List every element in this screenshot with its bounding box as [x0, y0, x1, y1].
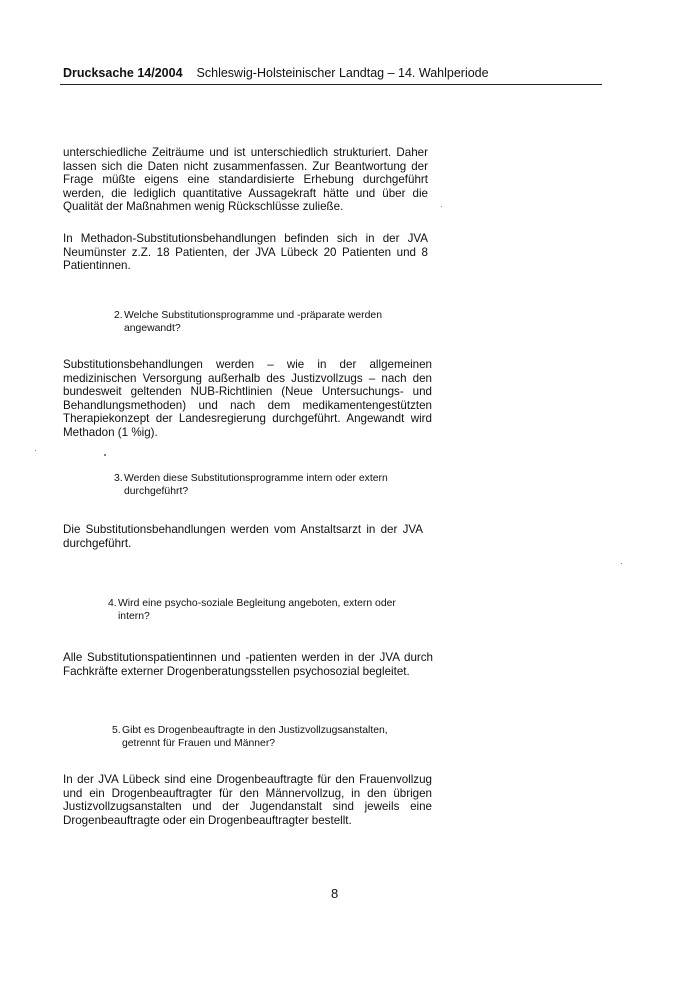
document-number: Drucksache 14/2004 [63, 66, 183, 80]
methadon-paragraph: In Methadon-Substitutionsbehandlungen befinden sich in der JVA Neumünster z.Z. 18 Patienten, der JVA Lübeck 20 Patienten und 8 Patientinnen. [63, 232, 428, 273]
question-number: 4. [108, 598, 117, 609]
question-3 [114, 472, 426, 498]
scan-speck [621, 563, 622, 564]
scan-speck [35, 450, 36, 451]
answer-5-paragraph: In der JVA Lübeck sind eine Drogenbeauftragte für den Frauenvollzug und ein Drogenbeauftragter für den Männervollzug, in den übrigen Justizvollzugsanstalten und der Jugendanstalt sind jeweils eine Drogenbeauftragte oder ein Drogenbeauftragter bestellt. [63, 773, 432, 827]
intro-paragraph: unterschiedliche Zeiträume und ist unterschiedlich strukturiert. Daher lassen sich die Daten nicht zusammenfassen. Zur Beantwortung der Frage müßte eigens eine standardisierte Erhebung durchgeführt werden, die lediglich quantitative Aussagekraft hätte und über die Qualität der Maßnahmen wenig Rückschlüsse zuließe. [63, 146, 428, 214]
page-header [63, 66, 603, 80]
answer-3-paragraph: Die Substitutionsbehandlungen werden vom Anstaltsarzt in der JVA durchgeführt. [63, 523, 423, 550]
question-4 [108, 597, 422, 623]
question-number: 5. [112, 725, 121, 736]
question-text: Werden diese Substitutionsprogramme intern oder extern durchgeführt? [124, 473, 388, 497]
header-title: Schleswig-Holsteinischer Landtag – 14. Wahlperiode [196, 66, 489, 80]
question-number: 3. [114, 473, 123, 484]
question-2 [114, 309, 426, 335]
question-number: 2. [114, 310, 123, 321]
question-5 [112, 724, 424, 750]
page-number: 8 [331, 886, 339, 901]
scan-speck [104, 454, 106, 456]
answer-2-paragraph: Substitutionsbehandlungen werden – wie in der allgemeinen medizinischen Versorgung außerhalb des Justizvollzugs – nach den bundesweit geltenden NUB-Richtlinien (Neue Untersuchungs- und Behandlungsmethoden) und nach dem medikamentengestützten Therapiekonzept der Landesregierung durchgeführt. Angewandt wird Methadon (1 %ig). [63, 358, 432, 439]
question-text: Wird eine psycho-soziale Begleitung angeboten, extern oder intern? [118, 598, 396, 622]
scan-speck [441, 206, 442, 207]
answer-4-paragraph: Alle Substitutionspatientinnen und -patienten werden in der JVA durch Fachkräfte externer Drogenberatungsstellen psychosozial begleitet. [63, 651, 433, 678]
question-text: Gibt es Drogenbeauftragte in den Justizvollzugsanstalten, getrennt für Frauen und Männer? [122, 725, 388, 749]
header-divider [60, 84, 602, 85]
question-text: Welche Substitutionsprogramme und -präparate werden angewandt? [124, 310, 382, 334]
